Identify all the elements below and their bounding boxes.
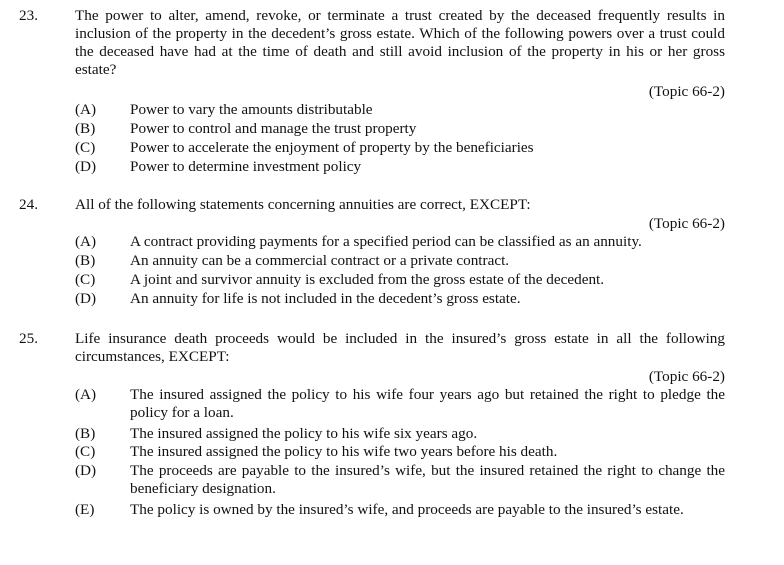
option-text: An annuity for life is not included in the decedent’s gross estate.: [130, 290, 521, 307]
question-stem: All of the following statements concerning annuities are correct, EXCEPT:: [75, 196, 531, 213]
option-letter: (B): [75, 120, 96, 137]
option-text: The proceeds are payable to the insured’s wife, but the insured retained the right to change the beneficiary designation.: [130, 462, 725, 497]
option-text: Power to accelerate the enjoyment of property by the beneficiaries: [130, 139, 534, 156]
option-letter: (C): [75, 271, 96, 288]
topic-reference: (Topic 66-2): [648, 215, 725, 232]
option-letter: (A): [75, 101, 97, 118]
option-letter: (D): [75, 158, 97, 175]
option-text: An annuity can be a commercial contract or a private contract.: [130, 252, 510, 269]
option-text: Power to control and manage the trust property: [130, 120, 417, 137]
option-letter: (B): [75, 425, 96, 442]
option-text: Power to vary the amounts distributable: [130, 101, 373, 118]
question-number: 23.: [19, 7, 38, 24]
topic-reference: (Topic 66-2): [648, 368, 725, 385]
option-letter: (A): [75, 233, 97, 250]
option-text: The insured assigned the policy to his wife four years ago but retained the right to pledge the policy for a loan.: [130, 386, 725, 421]
question-number: 25.: [19, 330, 38, 347]
option-text: The insured assigned the policy to his wife six years ago.: [130, 425, 478, 442]
option-letter: (E): [75, 501, 95, 518]
option-letter: (C): [75, 139, 96, 156]
option-text: The insured assigned the policy to his wife two years before his death.: [130, 443, 558, 460]
option-letter: (D): [75, 462, 97, 479]
question-stem: The power to alter, amend, revoke, or terminate a trust created by the deceased frequently results in inclusion of the property in the decedent’s gross estate. Which of the following powers over a trust could the deceased have had at the time of death and still avoid inclusion of the property in his or her gross estate?: [75, 7, 725, 78]
option-text: A joint and survivor annuity is excluded from the gross estate of the decedent.: [130, 271, 605, 288]
question-number: 24.: [19, 196, 38, 213]
option-text: The policy is owned by the insured’s wife, and proceeds are payable to the insured’s estate.: [130, 501, 684, 518]
option-letter: (D): [75, 290, 97, 307]
question-stem: Life insurance death proceeds would be included in the insured’s gross estate in all the following circumstances, EXCEPT:: [75, 330, 725, 365]
option-text: Power to determine investment policy: [130, 158, 362, 175]
option-letter: (C): [75, 443, 96, 460]
option-letter: (A): [75, 386, 97, 403]
option-letter: (B): [75, 252, 96, 269]
option-text: A contract providing payments for a specified period can be classified as an annuity.: [130, 233, 642, 250]
topic-reference: (Topic 66-2): [648, 83, 725, 100]
